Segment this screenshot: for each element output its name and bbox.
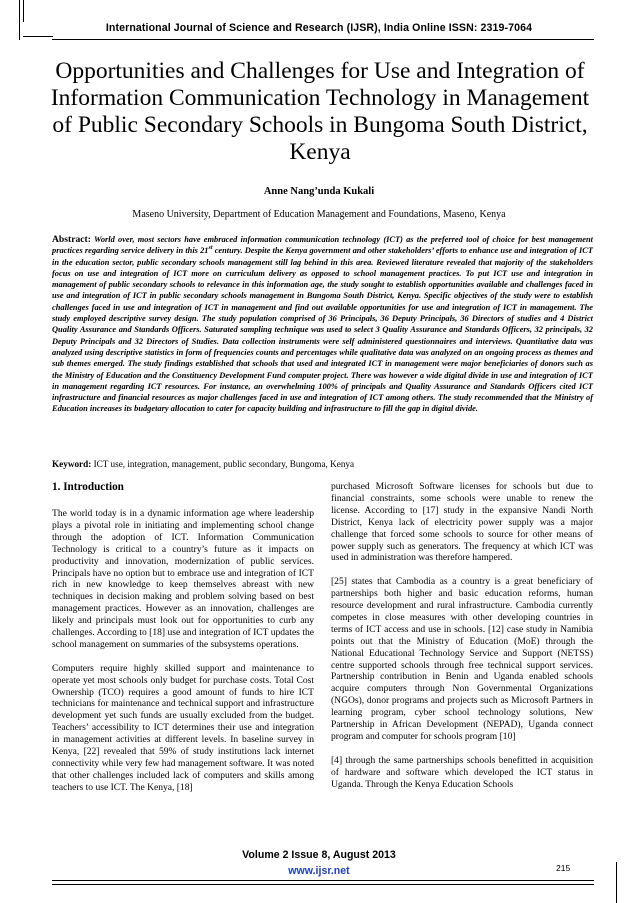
abstract-text-a: World over, most sectors have embraced information communication technology (ICT) as the preferred tool of choice for best management practices regarding service delivery in this 21 [52, 235, 593, 256]
footer-right-rule [616, 862, 617, 903]
paper-title: Opportunities and Challenges for Use and Integration of Information Communication Technology in Management of Public Secondary Schools in Bungoma South District, Kenya [50, 58, 590, 165]
abstract-text-b: century. Despite the Kenya government and other stakeholders’ efforts to enhance use and integration of ICT in the education sector, public secondary schools management still lag behind in this area. Reviewed literature revealed that majority of the stakeholders focus on use and integration of ICT more on curriculum delivery as opposed to school management practices. To put ICT use and integration in management of public secondary schools to relevance in this information age, the study sought to establish opportunities available and challenges faced in use and integration of ICT in public secondary schools management in Bungoma South District, Kenya. Specific objectives of the study were to establish challenges faced in use and integration of ICT in management and find out available opportunities for use and integration of ICT in management. The study employed descriptive survey design. The study population comprised of 36 Principals, 36 Deputy Principals, 36 Directors of studies and 4 District Quality Assurance and Standards Officers. Saturated sampling technique was used to select 3 Quality Assurance and Standards Officers, 32 principals, 32 Deputy Principals and 32 Directors of Studies. Data collection instruments were self administered questionnaires and interviews. Quantitative data was analyzed using descriptive statistics in form of frequencies counts and percentages while qualitative data was analyzed on an ongoing process as themes and sub themes emerged. The study findings established that schools that used and integrated ICT in management were major beneficiaries of donors such as the Ministry of Education and the Constituency Development Fund computer project. There was however a wide digital divide in use and integration of ICT in management regarding ICT resources. For instance, an overwhelming 100% of principals and Quality Assurance and Standards Officers cited ICT infrastructure and financial resources as major challenges faced in use and integration of ICT among others. The study recommended that the Ministry of Education increases its budgetary allocation to cater for capacity building and infrastructure to fill the gap in digital divide. [52, 246, 593, 414]
footer-url[interactable]: www.ijsr.net [288, 865, 350, 877]
section-heading-introduction: 1. Introduction [52, 481, 124, 493]
paragraph: Computers require highly skilled support and maintenance to operate yet most schools only budget for purchase costs. Total Cost Ownership (TCO) requires a good amount of funds to hire ICT technicians for maintenance and technical support and infrastructure development yet such funds are usually excluded from the budget. Teachers’ accessibility to ICT determines their use and integration in management activities at different levels. In baseline survey in Kenya, [22] revealed that 59% of study institutions lack internet connectivity while very few had management software. It was noted that other challenges included lack of computers and skills among teachers to use ICT. The Kenya, [18] [52, 662, 314, 793]
abstract [52, 234, 593, 415]
keywords [52, 459, 593, 469]
abstract-superscript: st [208, 245, 213, 252]
paragraph: [25] states that Cambodia as a country is a great beneficiary of partnerships both higher and basic education reforms, human resource development and rural infrastructure. Cambodia currently competes in close measures with other developing countries in terms of ICT access and use in schools. [12] case study in Namibia points out that the Ministry of Education (MoE) through the National Educational Technology Service and Support (NETSS) centre supported schools through free technical support services. Partnership contribution in Benin and Uganda enabled schools acquire computers through Non Governmental Organizations (NGOs), donor programs and projects such as Microsoft Partners in learning program, cyber school technology solutions, New Partnership in African Development (NEPAD), Uganda connect program and computer for schools program [10] [331, 576, 593, 743]
footer-rule-double [52, 884, 594, 885]
footer-issue: Volume 2 Issue 8, August 2013 [242, 849, 396, 861]
header-left-rule-inner [23, 0, 24, 22]
paragraph: purchased Microsoft Software licenses for schools but due to financial constraints, some schools were unable to renew the license. According to [17] study in the expansive Nandi North District, Kenya lack of electricity power supply was a major challenge that forced some schools to source for other means of power supply such as generators. The frequency at which ICT was used in administration was therefore hampered. [331, 481, 593, 564]
left-column [52, 481, 314, 806]
page-number: 215 [556, 863, 571, 873]
journal-header: International Journal of Science and Research (IJSR), India Online ISSN: 2319-7064 [105, 22, 533, 34]
keywords-label: Keyword: [52, 459, 92, 469]
author-affiliation: Maseno University, Department of Education Management and Foundations, Maseno, Kenya [132, 209, 506, 220]
footer-rule [52, 880, 594, 881]
header-rule [52, 39, 594, 40]
keywords-text: ICT use, integration, management, public secondary, Bungoma, Kenya [93, 459, 355, 469]
paragraph: [4] through the same partnerships schools benefitted in acquisition of hardware and software which developed the ICT status in Uganda. Through the Kenya Education Schools [331, 754, 593, 790]
header-left-rule [19, 0, 20, 40]
paragraph: The world today is in a dynamic information age where leadership plays a pivotal role in initiating and implementing school change through the adoption of ICT. Information Communication Technology is critical to a country’s future as it impacts on productivity and innovation, modernization of public services. Principals have no option but to embrace use and integration of ICT rich in new knowledge to keep themselves abreast with new techniques in decision making and problem solving based on best management practices. However as an innovation, challenges are likely and principals must look out for opportunities to curb any challenges. According to [18] use and integration of ICT updates the school management on summaries of the subsystems operations. [52, 508, 314, 650]
author-name: Anne Nang’unda Kukali [263, 186, 375, 197]
right-column [331, 481, 593, 802]
abstract-label: Abstract: [52, 234, 91, 245]
header-corner-line [23, 36, 53, 37]
